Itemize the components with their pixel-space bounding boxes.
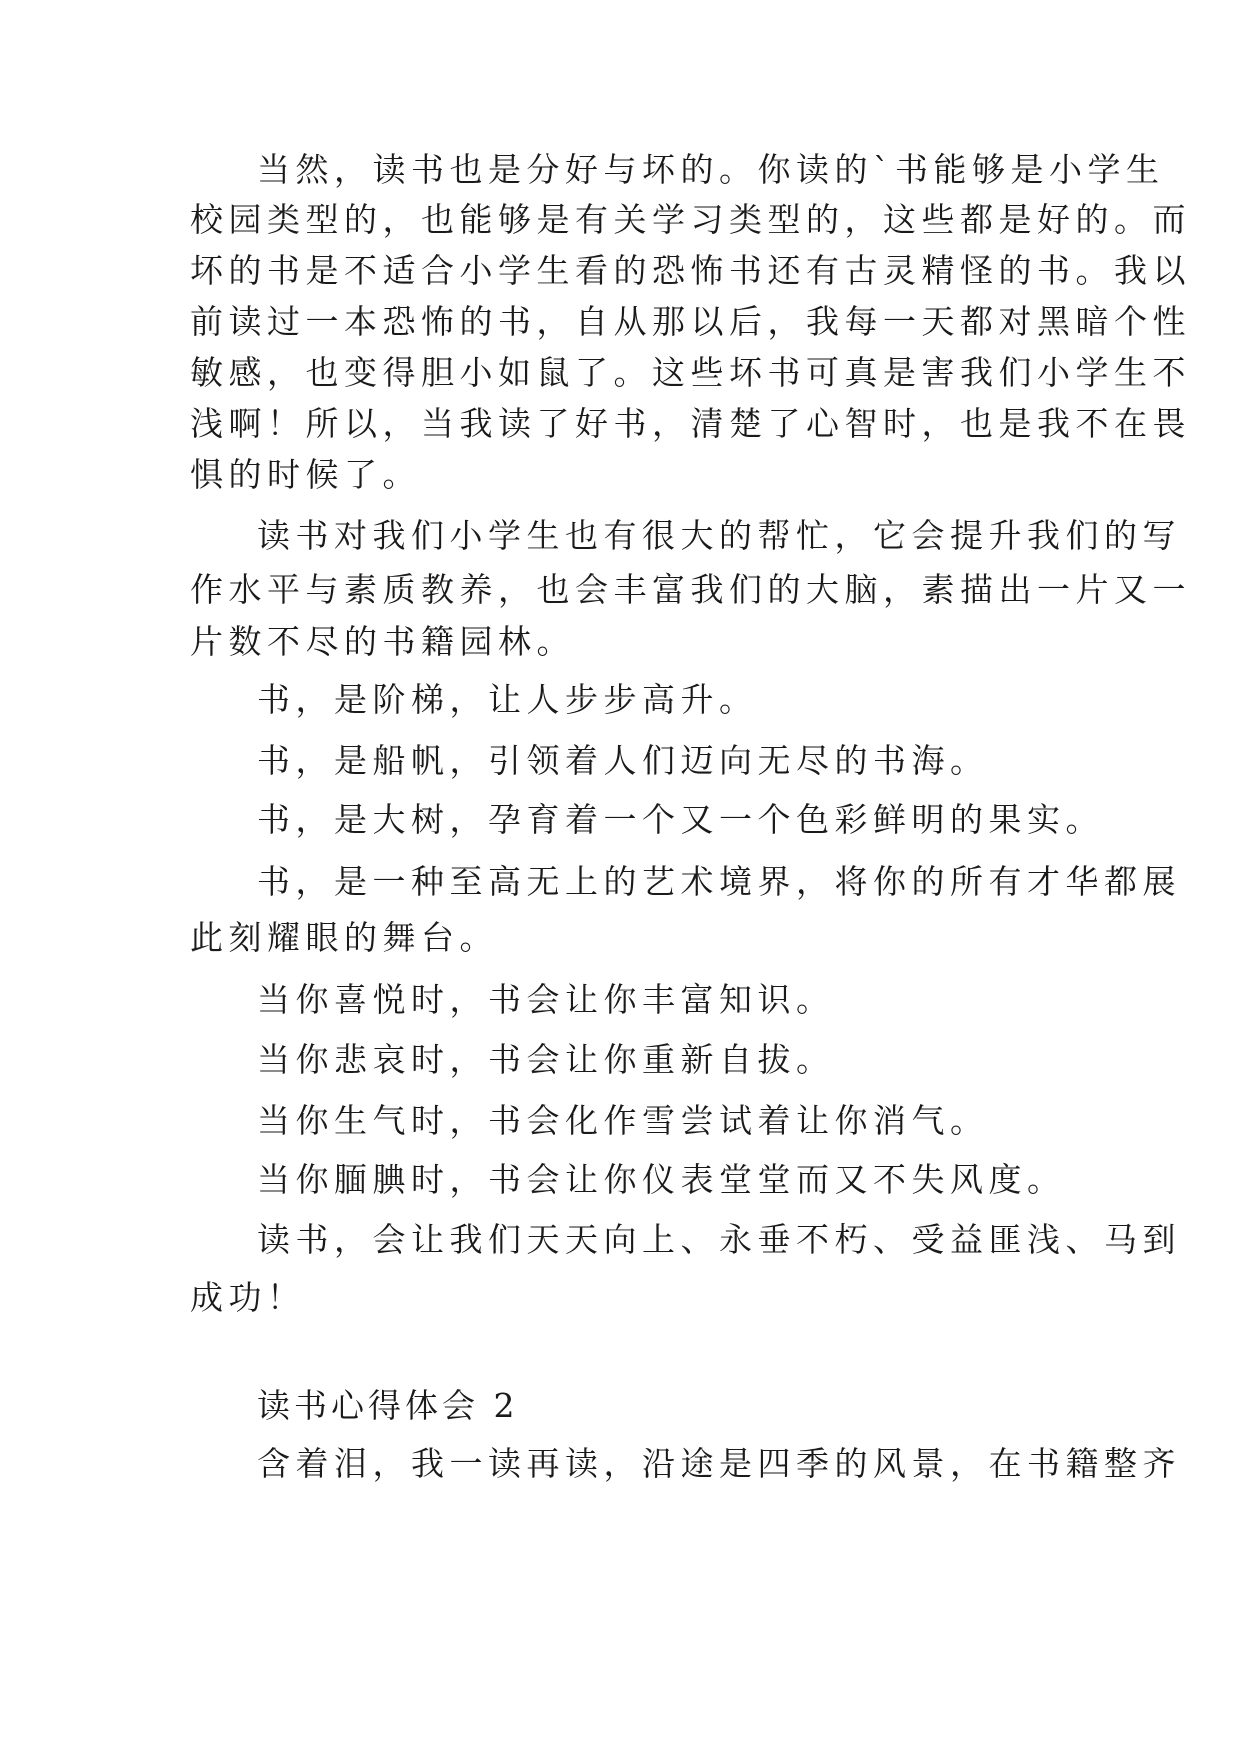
paragraph-line: 作水平与素质教养，也会丰富我们的大脑，素描出一片又一 (190, 570, 1191, 609)
paragraph-line: 读书对我们小学生也有很大的帮忙，它会提升我们的写 (257, 516, 1181, 555)
paragraph-line: 书，是大树，孕育着一个又一个色彩鲜明的果实。 (257, 800, 1104, 839)
paragraph-line: 当你腼腆时，书会让你仪表堂堂而又不失风度。 (257, 1160, 1066, 1199)
paragraph-line: 校园类型的，也能够是有关学习类型的，这些都是好的。而 (190, 200, 1191, 239)
paragraph-line: 成功！ (190, 1278, 306, 1317)
paragraph-line: 书，是阶梯，让人步步高升。 (257, 680, 758, 719)
paragraph-line: 含着泪，我一读再读，沿途是四季的风景，在书籍整齐 (257, 1444, 1181, 1483)
paragraph-line: 当你生气时，书会化作雪尝试着让你消气。 (257, 1101, 989, 1140)
paragraph-line: 惧的时候了。 (190, 455, 421, 494)
paragraph-line: 读书，会让我们天天向上、永垂不朽、受益匪浅、马到 (257, 1220, 1181, 1259)
paragraph-line: 敏感，也变得胆小如鼠了。这些坏书可真是害我们小学生不 (190, 353, 1191, 392)
paragraph-line: 当你悲哀时，书会让你重新自拔。 (257, 1040, 835, 1079)
section-heading: 读书心得体会 2 (257, 1386, 519, 1425)
paragraph-line: 当然，读书也是分好与坏的。你读的`书能够是小学生 (257, 150, 1165, 189)
paragraph-line: 书，是一种至高无上的艺术境界，将你的所有才华都展 (257, 862, 1181, 901)
paragraph-line: 此刻耀眼的舞台。 (190, 918, 498, 957)
paragraph-line: 浅啊！所以，当我读了好书，清楚了心智时，也是我不在畏 (190, 404, 1191, 443)
paragraph-line: 书，是船帆，引领着人们迈向无尽的书海。 (257, 741, 989, 780)
paragraph-line: 当你喜悦时，书会让你丰富知识。 (257, 980, 835, 1019)
paragraph-line: 片数不尽的书籍园林。 (190, 622, 575, 661)
paragraph-line: 前读过一本恐怖的书，自从那以后，我每一天都对黑暗个性 (190, 302, 1191, 341)
paragraph-line: 坏的书是不适合小学生看的恐怖书还有古灵精怪的书。我以 (190, 251, 1191, 290)
